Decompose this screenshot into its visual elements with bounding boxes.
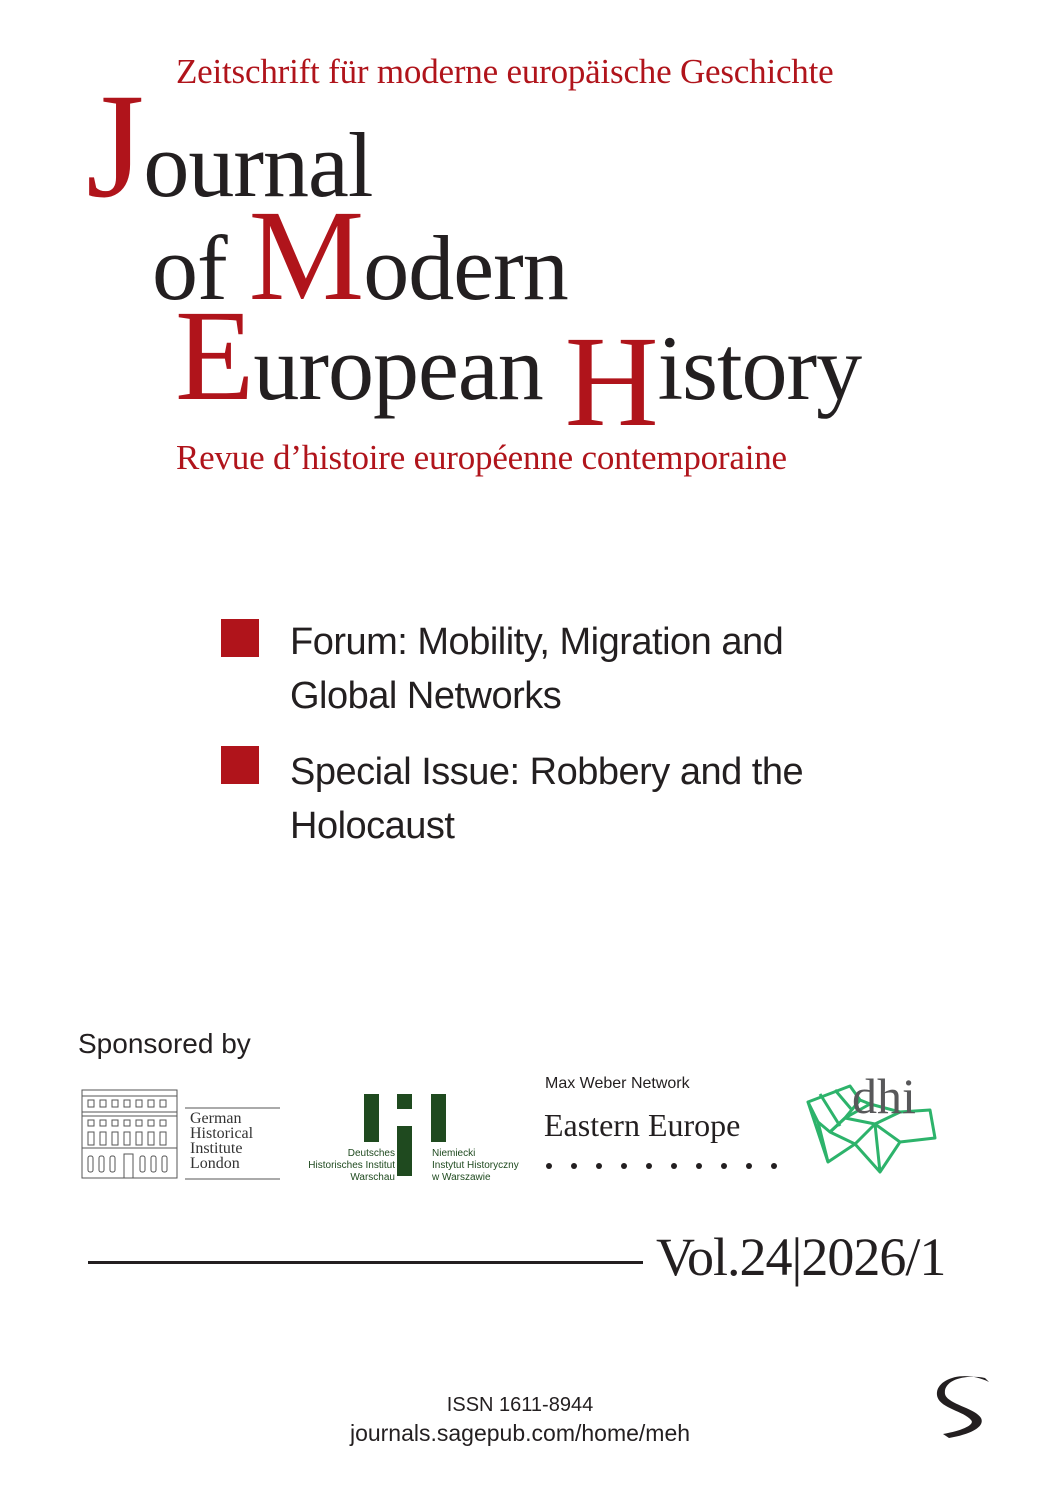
dhiw-line: Niemiecki [432,1148,476,1159]
journal-url[interactable]: journals.sagepub.com/home/meh [349,1420,691,1446]
topic-bullet-square [221,619,259,657]
title-line-european-history [175,284,862,454]
horizontal-rule [88,1261,643,1264]
mwn-label: Max Weber Network [545,1075,690,1092]
issn: ISSN 1611-8944 [446,1394,594,1416]
title-word-istory: istory [657,317,862,419]
topic-forum-line2: Global Networks [290,675,562,717]
ghil-logo-text [190,1111,253,1171]
topic-special-issue [290,745,910,853]
topic-special-line1: Special Issue: Robbery and the [290,751,804,793]
dhiw-line: w Warszawie [432,1172,491,1183]
ghil-line: German [190,1110,242,1127]
sage-s-logo-icon [935,1374,995,1444]
mwn-region: Eastern Europe [544,1107,741,1143]
title-word-ournal: ournal [143,114,373,216]
title-initial-m: M [248,184,364,328]
dhi-warsaw-polish-text [432,1148,542,1184]
title-word-uropean: uropean [253,317,565,419]
ghil-line: Historical [190,1125,254,1142]
subtitle-french: Revue d’histoire européenne contemporaine [176,438,787,477]
title-word-odern: odern [363,217,568,319]
subtitle-german: Zeitschrift für moderne europäische Geschichte [176,52,834,91]
title-word-of: of [152,217,249,319]
dhiw-line: Deutsches [347,1148,395,1159]
title-initial-e: E [175,284,254,428]
volume-issue: Vol.24|2026/1 [656,1227,946,1287]
dhi-warsaw-german-text [300,1148,395,1184]
sponsored-by-label: Sponsored by [78,1028,251,1059]
topic-forum [290,615,910,723]
ghil-line: Institute [190,1140,243,1157]
topic-forum-line1: Forum: Mobility, Migration and [290,621,784,663]
dhiw-line: Historisches Institut [308,1160,395,1171]
title-initial-h: H [564,310,658,454]
title-initial-j: J [86,63,144,229]
dhi-logo-text: dhi [852,1068,916,1124]
dhiw-line: Instytut Historyczny [432,1160,519,1171]
topic-bullet-square [221,746,259,784]
mwn-dots-decoration [545,1160,785,1172]
dhiw-line: Warschau [350,1172,395,1183]
topic-special-line2: Holocaust [290,805,455,847]
ghil-line: London [190,1155,240,1172]
